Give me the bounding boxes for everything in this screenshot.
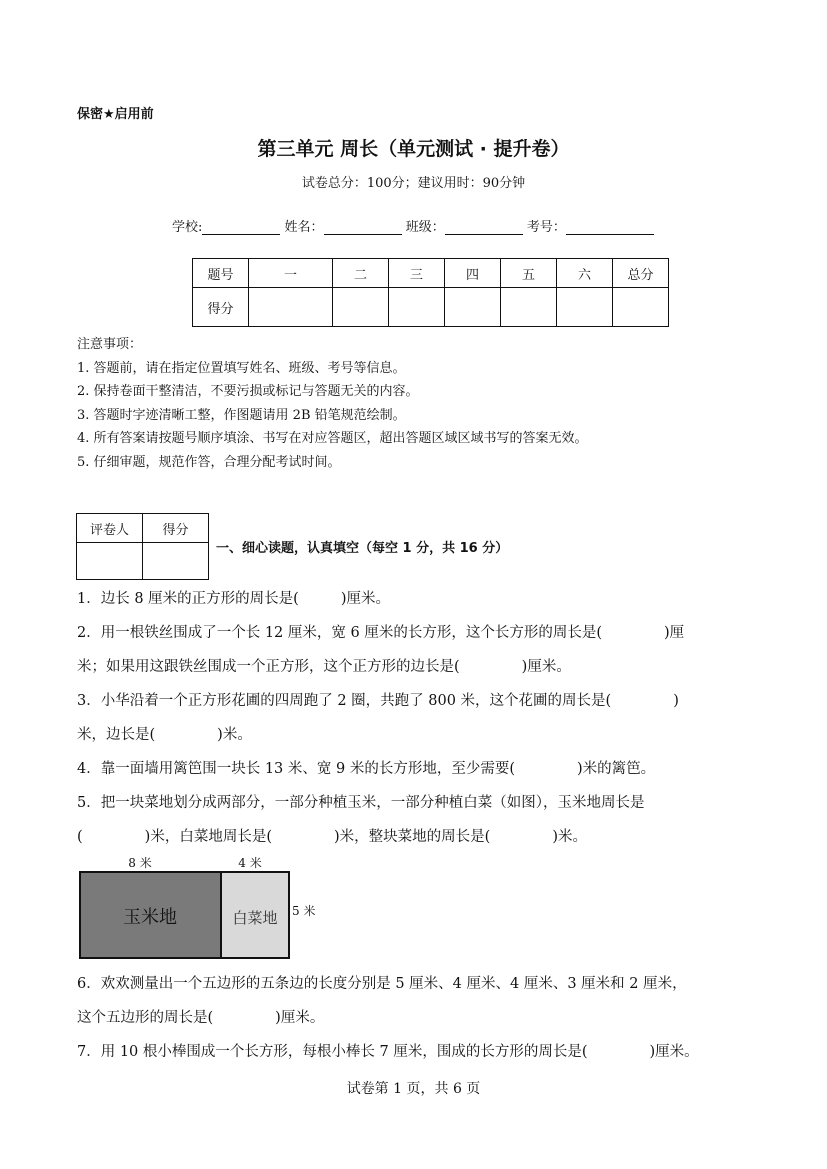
confidential-mark: 保密★启用前 (77, 107, 154, 122)
class-field[interactable] (445, 220, 523, 235)
width-label-5m: 5 米 (292, 904, 316, 918)
school-field[interactable] (202, 220, 280, 235)
notice-item: 2. 保持卷面干整清洁，不要污损或标记与答题无关的内容。 (77, 384, 419, 399)
score-header-cell: 六 (557, 259, 613, 288)
page-title: 第三单元 周长（单元测试 · 提升卷） (257, 138, 570, 160)
name-label: 姓名： (284, 220, 324, 235)
school-label: 学校: (172, 220, 203, 235)
score-cell[interactable] (501, 288, 557, 327)
score-cell[interactable] (249, 288, 333, 327)
notice-block (77, 333, 588, 474)
score-header-cell: 总分 (613, 259, 669, 288)
score-cell[interactable] (557, 288, 613, 327)
section-title: 一、细心读题，认真填空（每空 1 分，共 16 分） (216, 541, 509, 556)
notice-item: 5. 仔细审题，规范作答，合理分配考试时间。 (77, 454, 341, 470)
question-3: 3．小华沿着一个正方形花圃的四周跑了 2 圈，共跑了 800 米，这个花圃的周长是( ) 米，边长是( )米。 (77, 693, 679, 743)
score-row-label: 得分 (193, 288, 249, 327)
length-label-4m: 4 米 (238, 856, 262, 870)
score-header-cell: 二 (333, 259, 389, 288)
page-footer: 试卷第 1 页，共 6 页 (346, 1081, 481, 1097)
length-label-8m: 8 米 (128, 856, 152, 870)
question-6: 6．欢欢测量出一个五边形的五条边的长度分别是 5 厘米、4 厘米、4 厘米、3 厘米和 2 厘米， 这个五边形的周长是( )厘米。 (77, 976, 687, 1026)
question-7: 7．用 10 根小棒围成一个长方形，每根小棒长 7 厘米，围成的长方形的周长是( )厘米。 (77, 1044, 699, 1060)
score-cell[interactable] (445, 288, 501, 327)
question-2: 2．用一根铁丝围成了一个长 12 厘米，宽 6 厘米的长方形，这个长方形的周长是( )厘 米；如果用这跟铁丝围成一个正方形，这个正方形的边长是( )厘米。 (77, 625, 685, 675)
grader-score-cell[interactable] (143, 543, 209, 580)
number-label: 考号： (526, 220, 566, 235)
notice-item: 1. 答题前，请在指定位置填写姓名、班级、考号等信息。 (77, 360, 406, 376)
student-info-row (172, 216, 654, 235)
grader-cell[interactable] (77, 543, 143, 580)
score-header-cell: 一 (249, 259, 333, 288)
question-4: 4．靠一面墙用篱笆围一块长 13 米、宽 9 米的长方形地，至少需要( )米的篱笆。 (77, 761, 656, 777)
corn-field-label: 玉米地 (123, 907, 177, 928)
score-header-cell: 五 (501, 259, 557, 288)
notice-title: 注意事项： (77, 337, 143, 352)
grader-score-label: 得分 (143, 514, 209, 543)
notice-item: 4. 所有答案请按题号顺序填涂、书写在对应答题区，超出答题区域区域书写的答案无效。 (77, 431, 588, 446)
notice-item: 3. 答题时字迹清晰工整，作图题请用 2B 铅笔规范绘制。 (77, 407, 406, 423)
score-cell[interactable] (389, 288, 445, 327)
score-cell[interactable] (333, 288, 389, 327)
question-1: 1．边长 8 厘米的正方形的周长是( )厘米。 (77, 591, 390, 607)
score-header-cell: 题号 (193, 259, 249, 288)
score-cell[interactable] (613, 288, 669, 327)
score-header-cell: 三 (389, 259, 445, 288)
vegetable-field-figure (78, 855, 338, 961)
score-table (192, 258, 669, 327)
number-field[interactable] (566, 220, 654, 235)
grader-label: 评卷人 (77, 514, 143, 543)
page-subtitle: 试卷总分：100分；建议用时：90分钟 (301, 176, 526, 191)
cabbage-field-label: 白菜地 (232, 909, 278, 927)
name-field[interactable] (324, 220, 402, 235)
class-label: 班级： (405, 220, 445, 235)
question-5: 5．把一块菜地划分成两部分，一部分种植玉米，一部分种植白菜（如图），玉米地周长是 ( )米，白菜地周长是( )米，整块菜地的周长是( )米。 (77, 795, 645, 845)
score-header-cell: 四 (445, 259, 501, 288)
grader-table (76, 513, 209, 580)
